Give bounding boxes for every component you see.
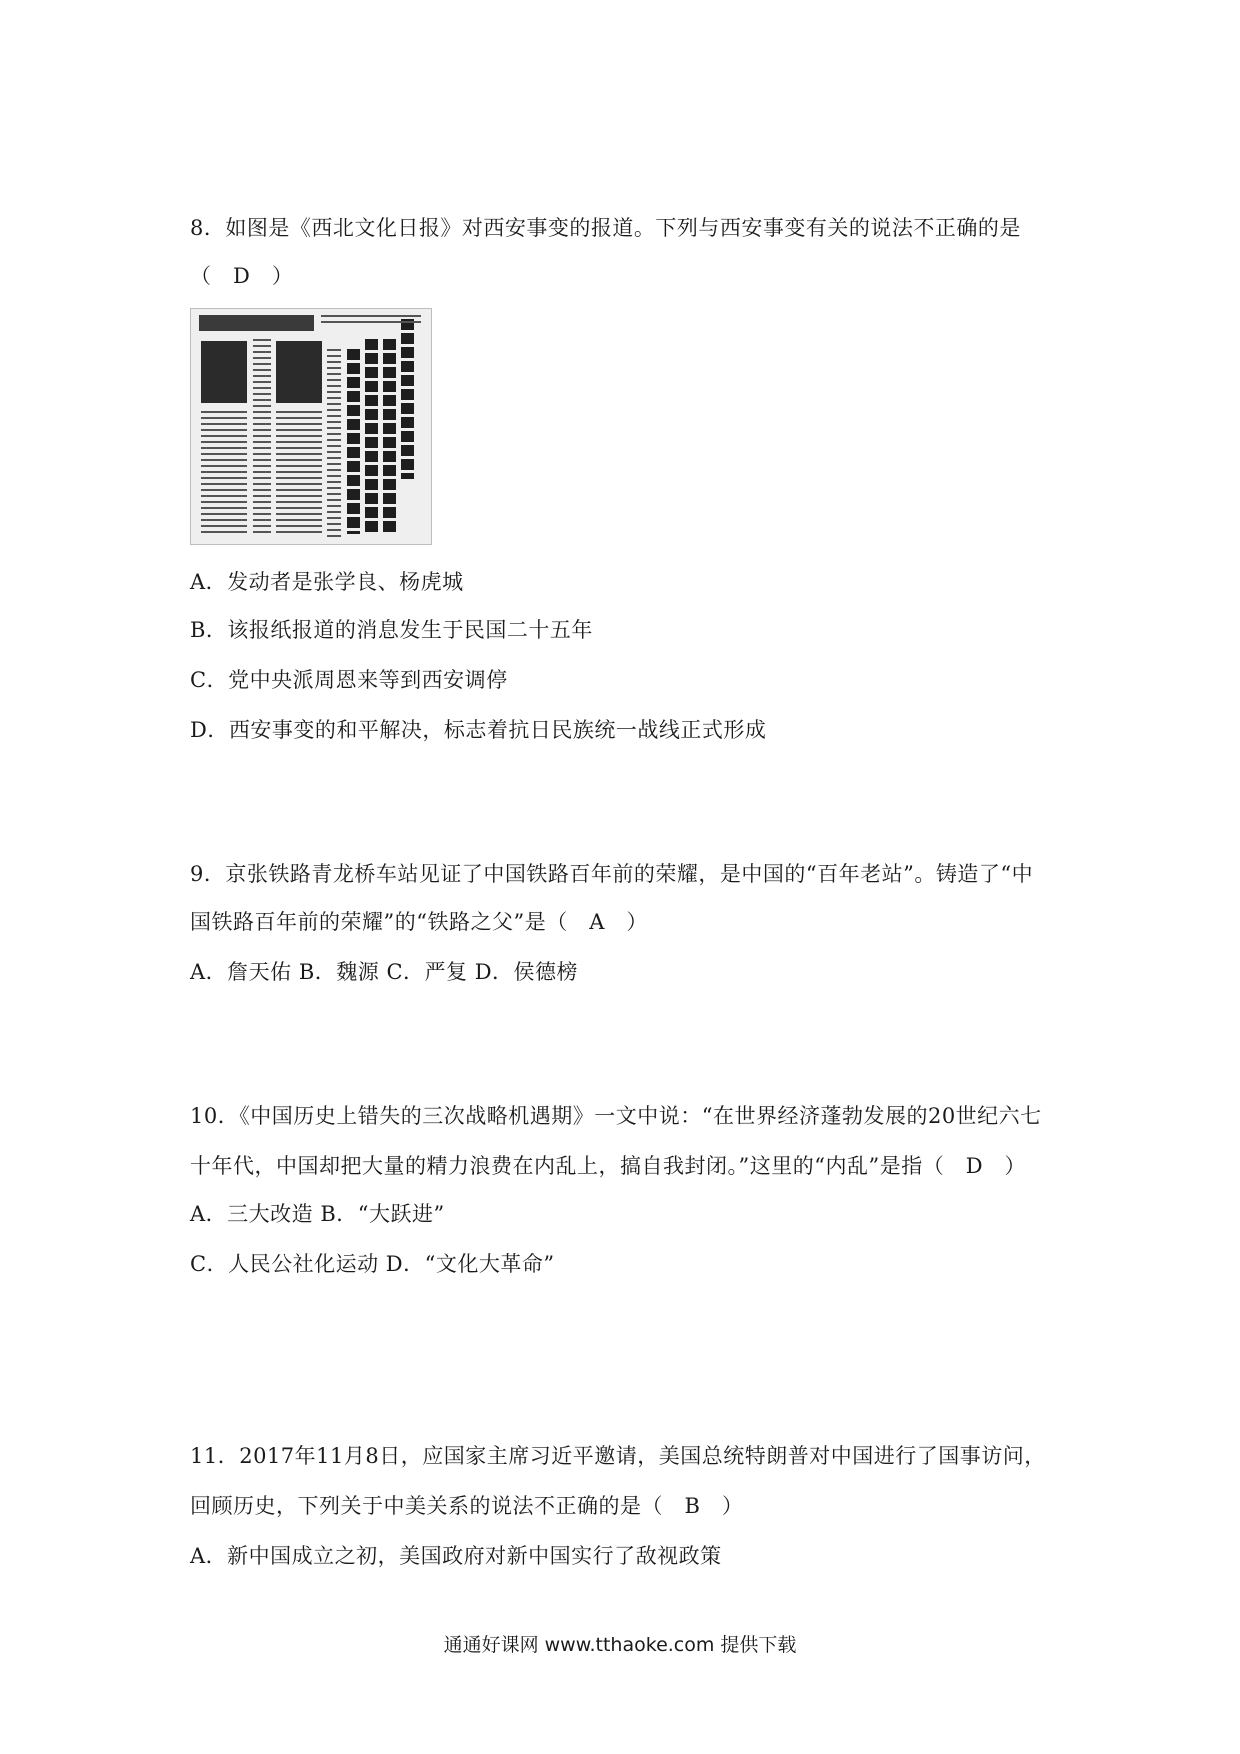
q10-stem-line2: 十年代，中国却把大量的精力浪费在内乱上，搞自我封闭。”这里的“内乱”是指（ D ）: [190, 1154, 1027, 1178]
newspaper-masthead: [199, 315, 314, 331]
q8-option-c: C．党中央派周恩来等到西安调停: [190, 668, 508, 692]
q8-stem: 8．如图是《西北文化日报》对西安事变的报道。下列与西安事变有关的说法不正确的是: [190, 216, 1021, 240]
newspaper-photo-right: [276, 341, 322, 403]
q8-answer: （ D ）: [190, 264, 294, 288]
newspaper-image: [190, 308, 432, 545]
q11-stem-line1: 11．2017年11月8日，应国家主席习近平邀请，美国总统特朗普对中国进行了国事访问，: [190, 1444, 1046, 1468]
newspaper-photo-left: [201, 341, 247, 403]
q11-option-a: A．新中国成立之初，美国政府对新中国实行了敌视政策: [190, 1544, 722, 1568]
q8-option-b: B．该报纸报道的消息发生于民国二十五年: [190, 618, 593, 642]
q9-options: A．詹天佑 B．魏源 C．严复 D．侯德榜: [190, 960, 579, 984]
q9-stem-line1: 9．京张铁路青龙桥车站见证了中国铁路百年前的荣耀，是中国的“百年老站”。铸造了“中: [190, 862, 1034, 886]
q11-stem-line2: 回顾历史，下列关于中美关系的说法不正确的是（ B ）: [190, 1494, 744, 1518]
q8-option-d: D．西安事变的和平解决，标志着抗日民族统一战线正式形成: [190, 718, 767, 742]
q10-options-line2: C．人民公社化运动 D．“文化大革命”: [190, 1252, 555, 1276]
q8-option-a: A．发动者是张学良、杨虎城: [190, 570, 464, 594]
footer-download-note: 通通好课网 www.tthaoke.com 提供下载: [443, 1634, 797, 1656]
q10-options-line1: A．三大改造 B．“大跃进”: [190, 1202, 445, 1226]
q9-stem-line2: 国铁路百年前的荣耀”的“铁路之父”是（ A ）: [190, 910, 648, 934]
q10-stem-line1: 10．《中国历史上错失的三次战略机遇期》一文中说：“在世界经济蓬勃发展的20世纪六七: [190, 1104, 1042, 1128]
